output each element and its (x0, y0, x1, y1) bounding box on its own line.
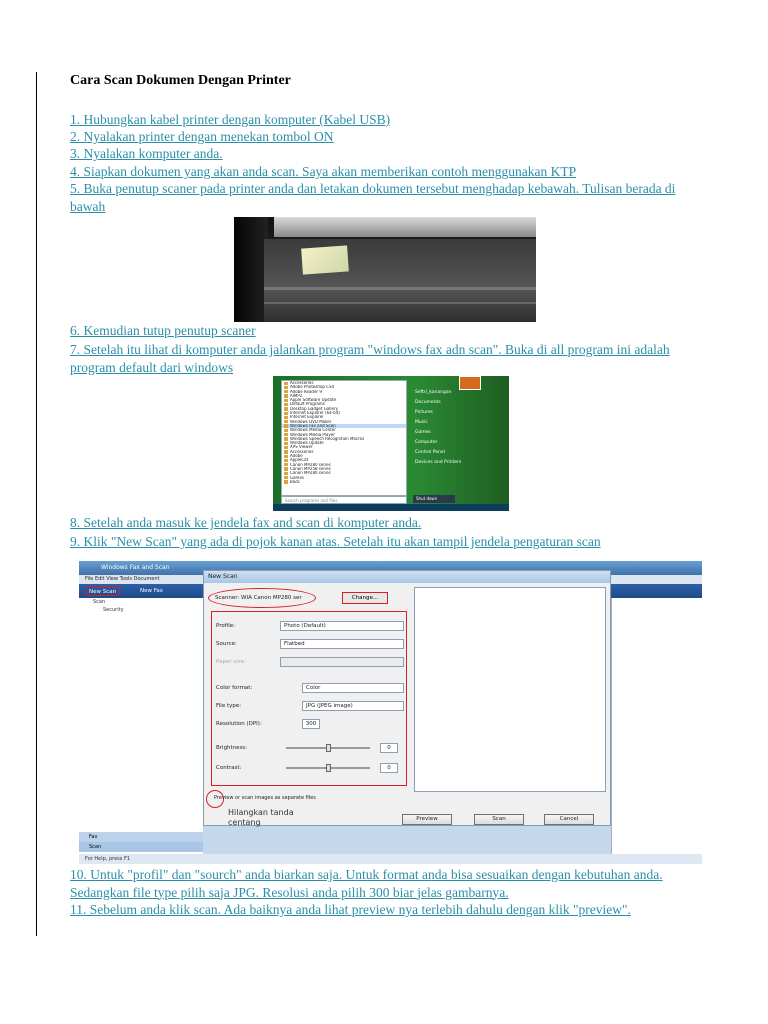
step-1-link[interactable]: 1. Hubungkan kabel printer dengan komputer (Kabel USB) (70, 112, 391, 127)
contrast-input: 0 (380, 763, 398, 773)
slider-knob (326, 764, 331, 772)
program-item: Back (282, 480, 406, 484)
brightness-label: Brightness: (216, 745, 248, 751)
annotation-text: Hilangkan tanda centang (228, 808, 294, 827)
start-right-panel (411, 388, 501, 468)
slider-knob (326, 744, 331, 752)
source-row (216, 638, 402, 650)
brightness-row (216, 742, 402, 754)
page-margin-line (36, 72, 37, 936)
profile-row (216, 620, 402, 632)
source-select: Flatbed (280, 639, 404, 649)
program-item-fax-and-scan: Windows Fax and Scan (282, 424, 406, 428)
window-title: Windows Fax and Scan (79, 561, 702, 575)
program-item: Desktop Gadget Gallery (282, 407, 406, 411)
right-item: Pictures (415, 410, 433, 415)
filetype-row (216, 700, 402, 712)
scanner-rail (264, 287, 536, 290)
document-pane (611, 598, 702, 854)
highlight-oval (208, 588, 316, 608)
step-2-link[interactable]: 2. Nyalakan printer dengan menekan tombol ON (70, 129, 334, 144)
dialog-title: New Scan (204, 571, 610, 583)
program-item: AppleCat (282, 458, 406, 462)
all-programs-list (281, 380, 407, 496)
program-item: Accessories (282, 381, 406, 385)
paper-label: Paper size: (216, 659, 246, 665)
fax-scan-screenshot (79, 561, 702, 864)
right-item: Seftri_kanangan (415, 390, 452, 395)
taskbar (273, 504, 509, 511)
scanner-photo (234, 217, 536, 322)
right-item: Games (415, 430, 431, 435)
tree-child: Security (103, 607, 124, 613)
cancel-button: Cancel (544, 814, 594, 825)
shutdown-button: Shut down (413, 495, 455, 503)
ktp-card (301, 245, 349, 274)
step-9-link[interactable]: 9. Klik "New Scan" yang ada di pojok kanan atas. Setelah itu akan tampil jendela pengaturan scan (70, 534, 601, 549)
change-button: Change... (342, 592, 388, 604)
fax-scan-window (79, 561, 702, 864)
program-item: Apple Software Update (282, 398, 406, 402)
settings-highlight (211, 611, 407, 786)
right-item: Computer (415, 440, 438, 445)
program-item: Internet Explorer (64-bit) (282, 411, 406, 415)
scanner-rail (264, 302, 536, 304)
right-item: Control Panel (415, 450, 445, 455)
color-row (216, 682, 402, 694)
scan-button: Scan (474, 814, 524, 825)
profile-select: Photo (Default) (280, 621, 404, 631)
resolution-label: Resolution (DPI): (216, 721, 262, 727)
source-label: Source: (216, 641, 237, 647)
program-item: Internet Explorer (282, 415, 406, 419)
brightness-slider (286, 747, 370, 749)
step-10-link[interactable]: 10. Untuk "profil" dan "sourch" anda biarkan saja. Untuk format anda bisa sesuaikan dengan kebutuhan anda. Sedangkan file type pilih saja JPG. Resolusi anda pilih 300 biar jelas gambarnya. (70, 867, 663, 900)
step-4-link[interactable]: 4. Siapkan dokumen yang akan anda scan. Saya akan memberikan contoh menggunakan KTP (70, 164, 577, 179)
filetype-label: File type: (216, 703, 242, 709)
right-item: Devices and Printers (415, 460, 462, 465)
program-item: Games (282, 476, 406, 480)
scanner-lid (274, 217, 536, 237)
program-item: AIMP2 (282, 394, 406, 398)
paper-select (280, 657, 404, 667)
resolution-row (216, 718, 402, 730)
program-item: Windows Media Center (282, 428, 406, 432)
scanner-edge (234, 217, 268, 322)
brightness-input: 0 (380, 743, 398, 753)
step-11-link[interactable]: 11. Sebelum anda klik scan. Ada baiknya anda lihat preview nya terlebih dahulu dengan klik "preview". (70, 902, 631, 917)
filetype-select: JPG (JPEG image) (302, 701, 404, 711)
menu-bar: File Edit View Tools Document (79, 575, 702, 584)
step-8-link[interactable]: 8. Setelah anda masuk ke jendela fax and scan di komputer anda. (70, 515, 422, 530)
new-scan-button: New Scan (85, 586, 120, 596)
contrast-row (216, 762, 402, 774)
program-item: Default Programs (282, 402, 406, 406)
fax-nav: Fax (79, 832, 203, 842)
program-item: Canon MP280 series (282, 471, 406, 475)
step-7-link[interactable]: 7. Setelah itu lihat di komputer anda jalankan program "windows fax adn scan". Buka di all program ini adalah program default dari windows (70, 342, 670, 375)
folder-tree (79, 598, 203, 854)
color-label: Color format: (216, 685, 253, 691)
program-item: Adobe Reader 9 (282, 390, 406, 394)
step-3-link[interactable]: 3. Nyalakan komputer anda. (70, 146, 223, 161)
program-item: Canon MP258 series (282, 467, 406, 471)
profile-label: Profile: (216, 623, 235, 629)
program-item: Windows Update (282, 441, 406, 445)
paper-row (216, 656, 402, 668)
new-fax-button: New Fax (140, 588, 164, 594)
right-item: Documents (415, 400, 441, 405)
program-item: Canon MP280 series (282, 463, 406, 467)
program-item: Windows Media Player (282, 433, 406, 437)
status-bar: For Help, press F1 (79, 854, 702, 864)
contrast-slider (286, 767, 370, 769)
scanner-label: Scanner: WIA Canon MP280 ser (215, 595, 302, 601)
program-item: Windows DVD Maker (282, 420, 406, 424)
contrast-label: Contrast: (216, 765, 242, 771)
start-search-box: Search programs and files (281, 496, 407, 504)
program-item: Adobe Photoshop CS4 (282, 385, 406, 389)
step-6-link[interactable]: 6. Kemudian tutup penutup scaner (70, 323, 256, 338)
right-item: Music (415, 420, 428, 425)
tree-root: Scan (93, 599, 106, 605)
step-5-link[interactable]: 5. Buka penutup scaner pada printer anda dan letakan dokumen tersebut menghadap kebawah. Tulisan berada di bawah (70, 181, 676, 214)
preview-button: Preview (402, 814, 452, 825)
program-item: Accessories (282, 450, 406, 454)
start-menu-screenshot (273, 376, 509, 511)
preview-area (414, 587, 606, 792)
program-item: Adobe (282, 454, 406, 458)
separate-files-checkbox: Preview or scan images as separate files (214, 795, 316, 801)
program-item: Windows Speech Recognition Macros (282, 437, 406, 441)
resolution-input: 300 (302, 719, 320, 729)
document-title: Cara Scan Dokumen Dengan Printer (70, 73, 291, 88)
color-select: Color (302, 683, 404, 693)
new-scan-dialog (203, 570, 611, 826)
program-item: XPS Viewer (282, 445, 406, 449)
scan-nav: Scan (79, 842, 203, 852)
